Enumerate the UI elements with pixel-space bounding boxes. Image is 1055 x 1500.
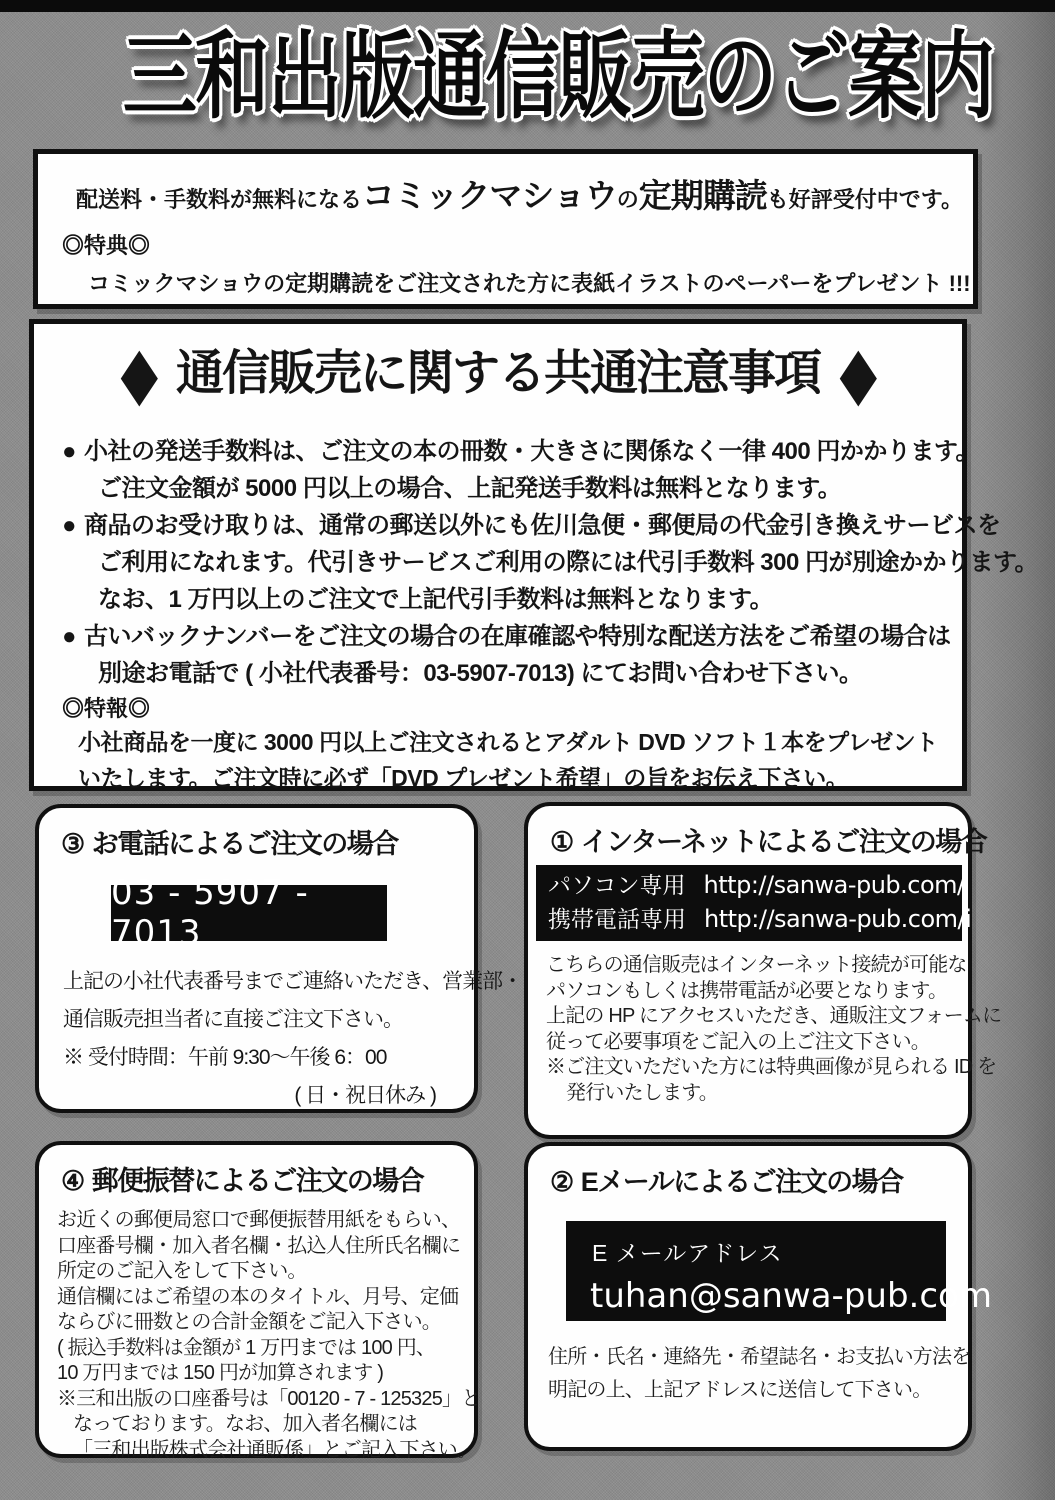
notice-line: ご利用になれます。代引きサービスご利用の際には代引手数料 300 円が別途かかります。 — [98, 549, 1039, 576]
circled-number-4: ④ — [61, 1166, 84, 1196]
email-display — [566, 1221, 992, 1321]
notice-list — [62, 433, 1039, 692]
circled-number-1: ① — [550, 827, 573, 857]
internet-order-line: 従って必要事項をご記入の上ご注文下さい。 — [546, 1030, 930, 1053]
phone-order-panel — [35, 804, 523, 1113]
notice-line — [62, 433, 979, 470]
bonus-label: ◎特典◎ — [62, 233, 151, 258]
notice-heading-text: 通信販売に関する共通注意事項 — [175, 347, 820, 400]
phone-order-body — [63, 963, 523, 1115]
email-label: E メールアドレス — [592, 1240, 783, 1266]
notice-line: なお、1 万円以上のご注文で上記代引手数料は無料となります。 — [98, 586, 774, 613]
mobile-url: http://sanwa-pub.com/i — [704, 905, 972, 933]
email-order-heading-text: Eメールによるご注文の場合 — [580, 1167, 903, 1197]
closed-days-note: ( 日・祝日休み ) — [294, 1084, 436, 1107]
internet-order-body — [546, 953, 1002, 1106]
internet-order-line: 発行いたします。 — [566, 1081, 718, 1104]
notice-panel — [29, 319, 1039, 791]
internet-order-panel — [524, 802, 1002, 1139]
notice-line: ご注文金額が 5000 円以上の場合、上記発送手数料は無料となります。 — [98, 475, 842, 502]
email-order-line: 明記の上、上記アドレスに送信して下さい。 — [548, 1379, 932, 1401]
headline-pre: 配送料・手数料が無料になる — [76, 187, 363, 212]
scoop-line: 小社商品を一度に 3000 円以上ご注文されるとアダルト DVD ソフト１本をプレゼント — [78, 729, 938, 755]
postal-order-line: 「三和出版株式会社通販係」とご記入下さい。 — [73, 1438, 477, 1461]
phone-order-hours: ※ 受付時間：午前 9:30～午後 6：00 — [63, 1046, 387, 1069]
bullet-icon: ● — [62, 623, 76, 650]
postal-order-line: お近くの郵便局窓口で郵便振替用紙をもらい、 — [57, 1209, 461, 1231]
scoop-label: ◎特報◎ — [62, 696, 151, 721]
notice-line-text: 古いバックナンバーをご注文の場合の在庫確認や特別な配送方法をご希望の場合は — [84, 623, 951, 650]
email-address: tuhan@sanwa-pub.com — [590, 1276, 992, 1316]
postal-order-line: 所定のご記入をして下さい。 — [57, 1260, 307, 1282]
pc-label: パソコン専用 — [548, 872, 686, 898]
headline-post: も好評受付中です。 — [766, 187, 963, 212]
page-title-wrap — [0, 21, 1055, 132]
notice-line: 別途お電話で ( 小社代表番号：03-5907-7013) にてお問い合わせ下さい。 — [98, 660, 863, 687]
headline-magazine-name: コミックマショウ — [362, 177, 617, 214]
internet-order-line: ※ご注文いただいた方には特典画像が見られる ID を — [546, 1056, 997, 1078]
bullet-icon: ● — [62, 512, 76, 539]
circled-number-2: ② — [550, 1167, 573, 1197]
postal-order-body — [57, 1208, 481, 1463]
diamond-icon: ◆ — [121, 334, 156, 412]
notice-line-text: 小社の発送手数料は、ご注文の本の冊数・大きさに関係なく一律 400 円かかります。 — [84, 438, 979, 465]
scoop-line: いたします。ご注文時に必ず「DVD プレゼント希望」の旨をお伝え下さい。 — [78, 765, 849, 791]
email-order-body — [548, 1341, 971, 1407]
postal-order-line: ( 振込手数料は金額が 1 万円までは 100 円、 — [57, 1336, 436, 1359]
internet-order-line: 上記の HP にアクセスいただき、通販注文フォームに — [546, 1005, 1002, 1027]
internet-order-heading — [550, 820, 987, 859]
internet-order-line: こちらの通信販売はインターネット接続が可能な — [546, 954, 967, 976]
postal-order-line: ※三和出版の口座番号は「00120 - 7 - 125325」と — [57, 1387, 481, 1410]
notice-line — [62, 507, 1001, 544]
postal-order-heading — [61, 1159, 474, 1198]
postal-order-line: ならびに冊数との合計金額をご記入下さい。 — [57, 1311, 441, 1333]
phone-order-heading-text: お電話によるご注文の場合 — [91, 829, 398, 859]
subscription-panel — [33, 149, 978, 309]
phone-order-heading — [61, 822, 474, 861]
mobile-url-row — [548, 902, 972, 936]
internet-order-heading-text: インターネットによるご注文の場合 — [580, 827, 987, 857]
postal-order-panel — [35, 1141, 481, 1461]
headline-mid: の — [616, 187, 639, 212]
postal-order-line: なっております。なお、加入者名欄には — [73, 1413, 417, 1435]
pc-url-row — [548, 868, 965, 902]
postal-order-line: 口座番号欄・加入者名欄・払込人住所氏名欄に — [57, 1234, 461, 1257]
notice-line-text: 商品のお受け取りは、通常の郵送以外にも佐川急便・郵便局の代金引き換えサービスを — [84, 512, 1001, 539]
internet-order-line: パソコンもしくは携帯電話が必要となります。 — [546, 979, 948, 1002]
subscription-headline — [76, 170, 973, 217]
bonus-text: コミックマショウの定期購読をご注文された方に表紙イラストのペーパーをプレゼント !!! — [88, 271, 971, 296]
url-display — [536, 865, 972, 941]
email-order-panel — [524, 1142, 992, 1451]
top-black-bar — [0, 0, 1055, 12]
postal-order-line: 10 万円までは 150 円が加算されます ) — [57, 1362, 384, 1384]
diamond-icon: ◆ — [840, 334, 875, 412]
email-order-line: 住所・氏名・連絡先・希望誌名・お支払い方法を — [548, 1346, 971, 1368]
mobile-label: 携帯電話専用 — [548, 906, 686, 932]
phone-order-line: 上記の小社代表番号までご連絡いただき、営業部・ — [63, 970, 523, 993]
notice-line — [62, 618, 962, 655]
headline-subscription: 定期購読 — [638, 177, 767, 214]
page-title: 三和出版通信販売のご案内 — [122, 21, 994, 132]
phone-number-display: 03 - 5907 - 7013 — [111, 885, 387, 941]
phone-order-line: 通信販売担当者に直接ご注文下さい。 — [63, 1008, 403, 1031]
notice-heading — [34, 334, 962, 411]
circled-number-3: ③ — [61, 829, 84, 859]
email-order-heading — [550, 1160, 968, 1199]
bullet-icon: ● — [62, 438, 76, 465]
pc-url: http://sanwa-pub.com/ — [703, 871, 965, 899]
postal-order-heading-text: 郵便振替によるご注文の場合 — [91, 1166, 424, 1196]
postal-order-line: 通信欄にはご希望の本のタイトル、月号、定価 — [57, 1285, 459, 1308]
